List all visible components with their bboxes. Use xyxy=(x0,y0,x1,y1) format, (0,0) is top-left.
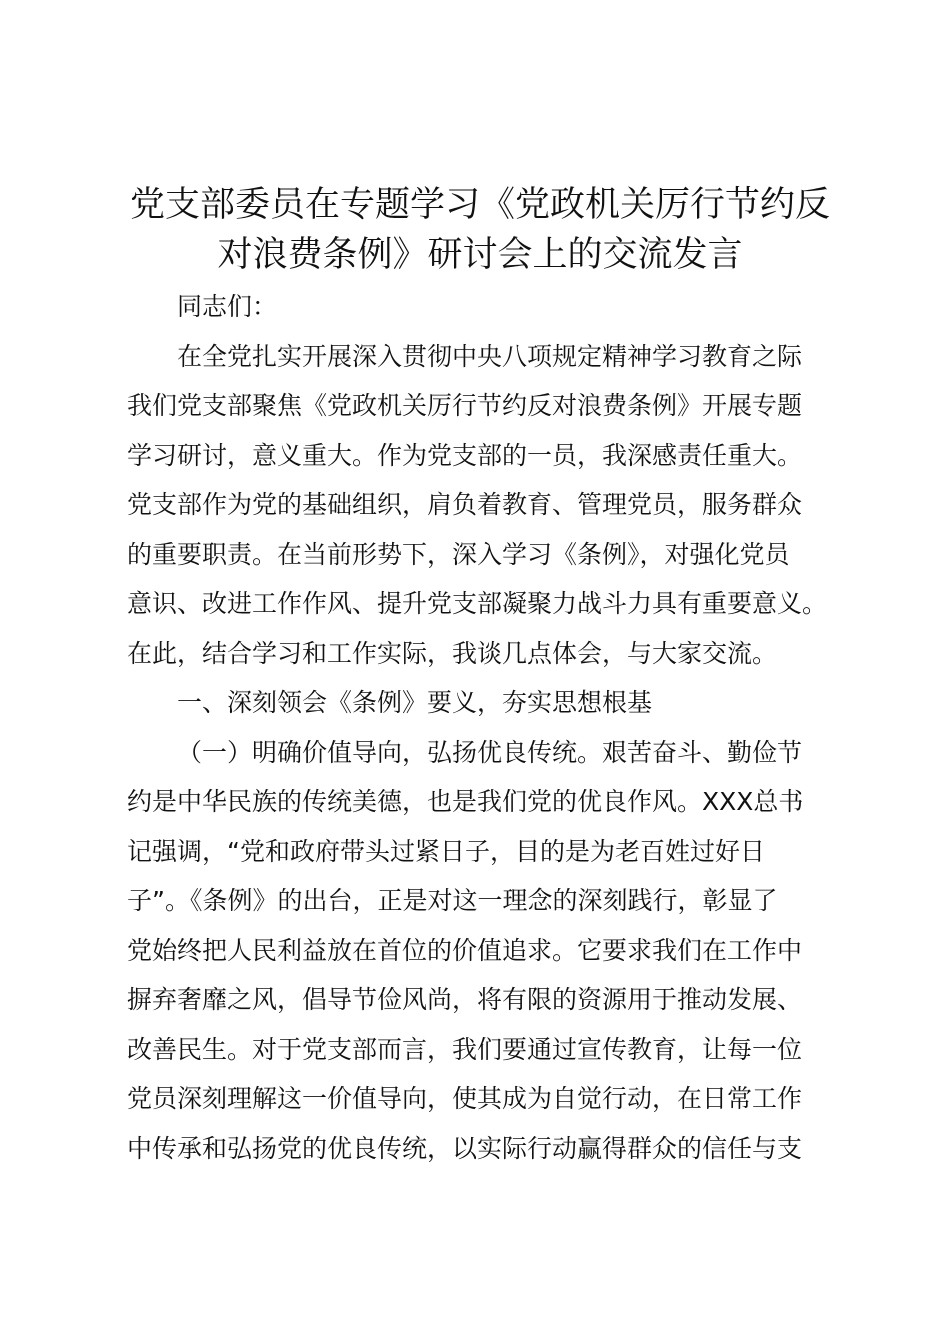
section-heading: 一、深刻领会《条例》要义，夯实思想根基 xyxy=(177,688,653,717)
paragraph-line: 我们党支部聚焦《党政机关厉行节约反对浪费条例》开展专题 xyxy=(127,391,803,420)
paragraph-line: 党始终把人民利益放在首位的价值追求。它要求我们在工作中 xyxy=(127,935,803,965)
paragraph-line: 子”。《条例》的出台，正是对这一理念的深刻践行，彰显了 xyxy=(127,886,778,915)
paragraph-line: 在此，结合学习和工作实际，我谈几点体会，与大家交流。 xyxy=(127,638,778,668)
paragraph-line: 学习研讨，意义重大。作为党支部的一员，我深感责任重大。 xyxy=(127,440,803,470)
paragraph-line: 记强调，“党和政府带头过紧日子，目的是为老百姓过好日 xyxy=(127,836,765,866)
document-body xyxy=(127,282,847,1173)
paragraph-line: 意识、改进工作作风、提升党支部凝聚力战斗力具有重要意义。 xyxy=(127,589,828,618)
salutation: 同志们： xyxy=(177,292,278,321)
paragraph-line: 中传承和弘扬党的优良传统，以实际行动赢得群众的信任与支 xyxy=(127,1133,803,1163)
paragraph-line: 党员深刻理解这一价值导向，使其成为自觉行动，在日常工作 xyxy=(127,1084,803,1113)
paragraph-line: 改善民生。对于党支部而言，我们要通过宣传教育，让每一位 xyxy=(127,1034,803,1064)
paragraph-line: （一）明确价值导向，弘扬优良传统。艰苦奋斗、勤俭节 xyxy=(177,737,803,767)
paragraph-line: 约是中华民族的传统美德，也是我们党的优良作风。XXX总书 xyxy=(127,787,804,816)
paragraph-line: 摒弃奢靡之风，倡导节俭风尚，将有限的资源用于推动发展、 xyxy=(127,985,803,1014)
title-line-2: 对浪费条例》研讨会上的交流发言 xyxy=(217,235,743,275)
paragraph-line: 的重要职责。在当前形势下，深入学习《条例》，对强化党员 xyxy=(127,539,790,569)
document-title xyxy=(100,180,860,280)
paragraph-line: 党支部作为党的基础组织，肩负着教育、管理党员，服务群众 xyxy=(127,490,803,519)
paragraph-line: 在全党扎实开展深入贯彻中央八项规定精神学习教育之际 xyxy=(177,341,803,371)
title-line-1: 党支部委员在专题学习《党政机关厉行节约反 xyxy=(129,185,830,225)
